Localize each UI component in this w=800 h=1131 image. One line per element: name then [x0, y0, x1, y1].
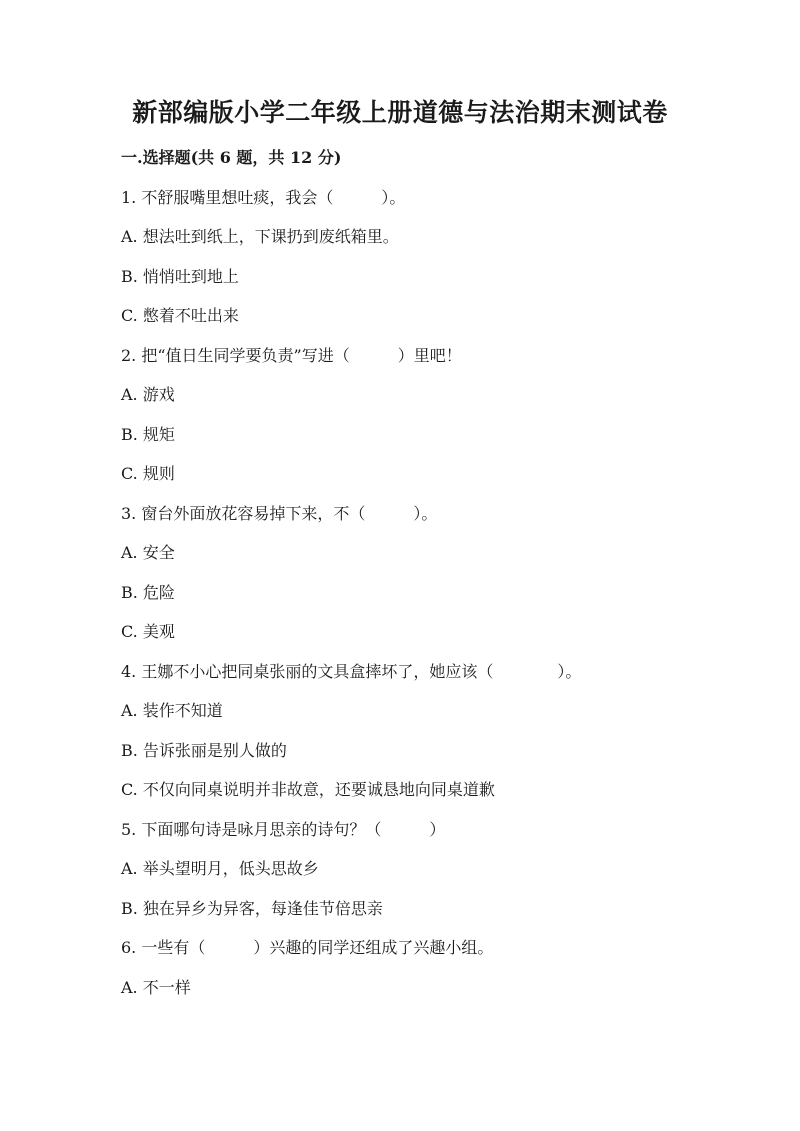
question-5-option-a: A. 举头望明月，低头思故乡	[121, 859, 319, 878]
question-1-option-c: C. 憋着不吐出来	[121, 306, 239, 325]
question-4-option-b: B. 告诉张丽是别人做的	[121, 741, 287, 760]
question-3-stem: 3. 窗台外面放花容易掉下来，不（ ）。	[121, 504, 438, 523]
question-1-option-b: B. 悄悄吐到地上	[121, 267, 239, 286]
question-5-stem: 5. 下面哪句诗是咏月思亲的诗句？（ ）	[121, 820, 446, 839]
question-4-option-c: C. 不仅向同桌说明并非故意，还要诚恳地向同桌道歉	[121, 780, 495, 799]
section-heading: 一.选择题(共 6 题，共 12 分)	[121, 148, 342, 167]
question-3-option-c: C. 美观	[121, 622, 175, 641]
question-1-stem: 1. 不舒服嘴里想吐痰，我会（ ）。	[121, 188, 406, 207]
question-5-option-b: B. 独在异乡为异客，每逢佳节倍思亲	[121, 899, 383, 918]
question-4-stem: 4. 王娜不小心把同桌张丽的文具盒摔坏了，她应该（ ）。	[121, 662, 582, 681]
question-2-option-c: C. 规则	[121, 464, 175, 483]
question-2-option-a: A. 游戏	[121, 385, 175, 404]
question-1-option-a: A. 想法吐到纸上，下课扔到废纸箱里。	[121, 227, 399, 246]
question-2-option-b: B. 规矩	[121, 425, 175, 444]
question-3-option-b: B. 危险	[121, 583, 175, 602]
question-6-option-a: A. 不一样	[121, 978, 191, 997]
page-title: 新部编版小学二年级上册道德与法治期末测试卷	[132, 98, 668, 127]
question-2-stem: 2. 把“值日生同学要负责”写进（ ）里吧！	[121, 346, 462, 365]
question-3-option-a: A. 安全	[121, 543, 175, 562]
question-4-option-a: A. 装作不知道	[121, 701, 223, 720]
question-6-stem: 6. 一些有（ ）兴趣的同学还组成了兴趣小组。	[121, 938, 494, 957]
